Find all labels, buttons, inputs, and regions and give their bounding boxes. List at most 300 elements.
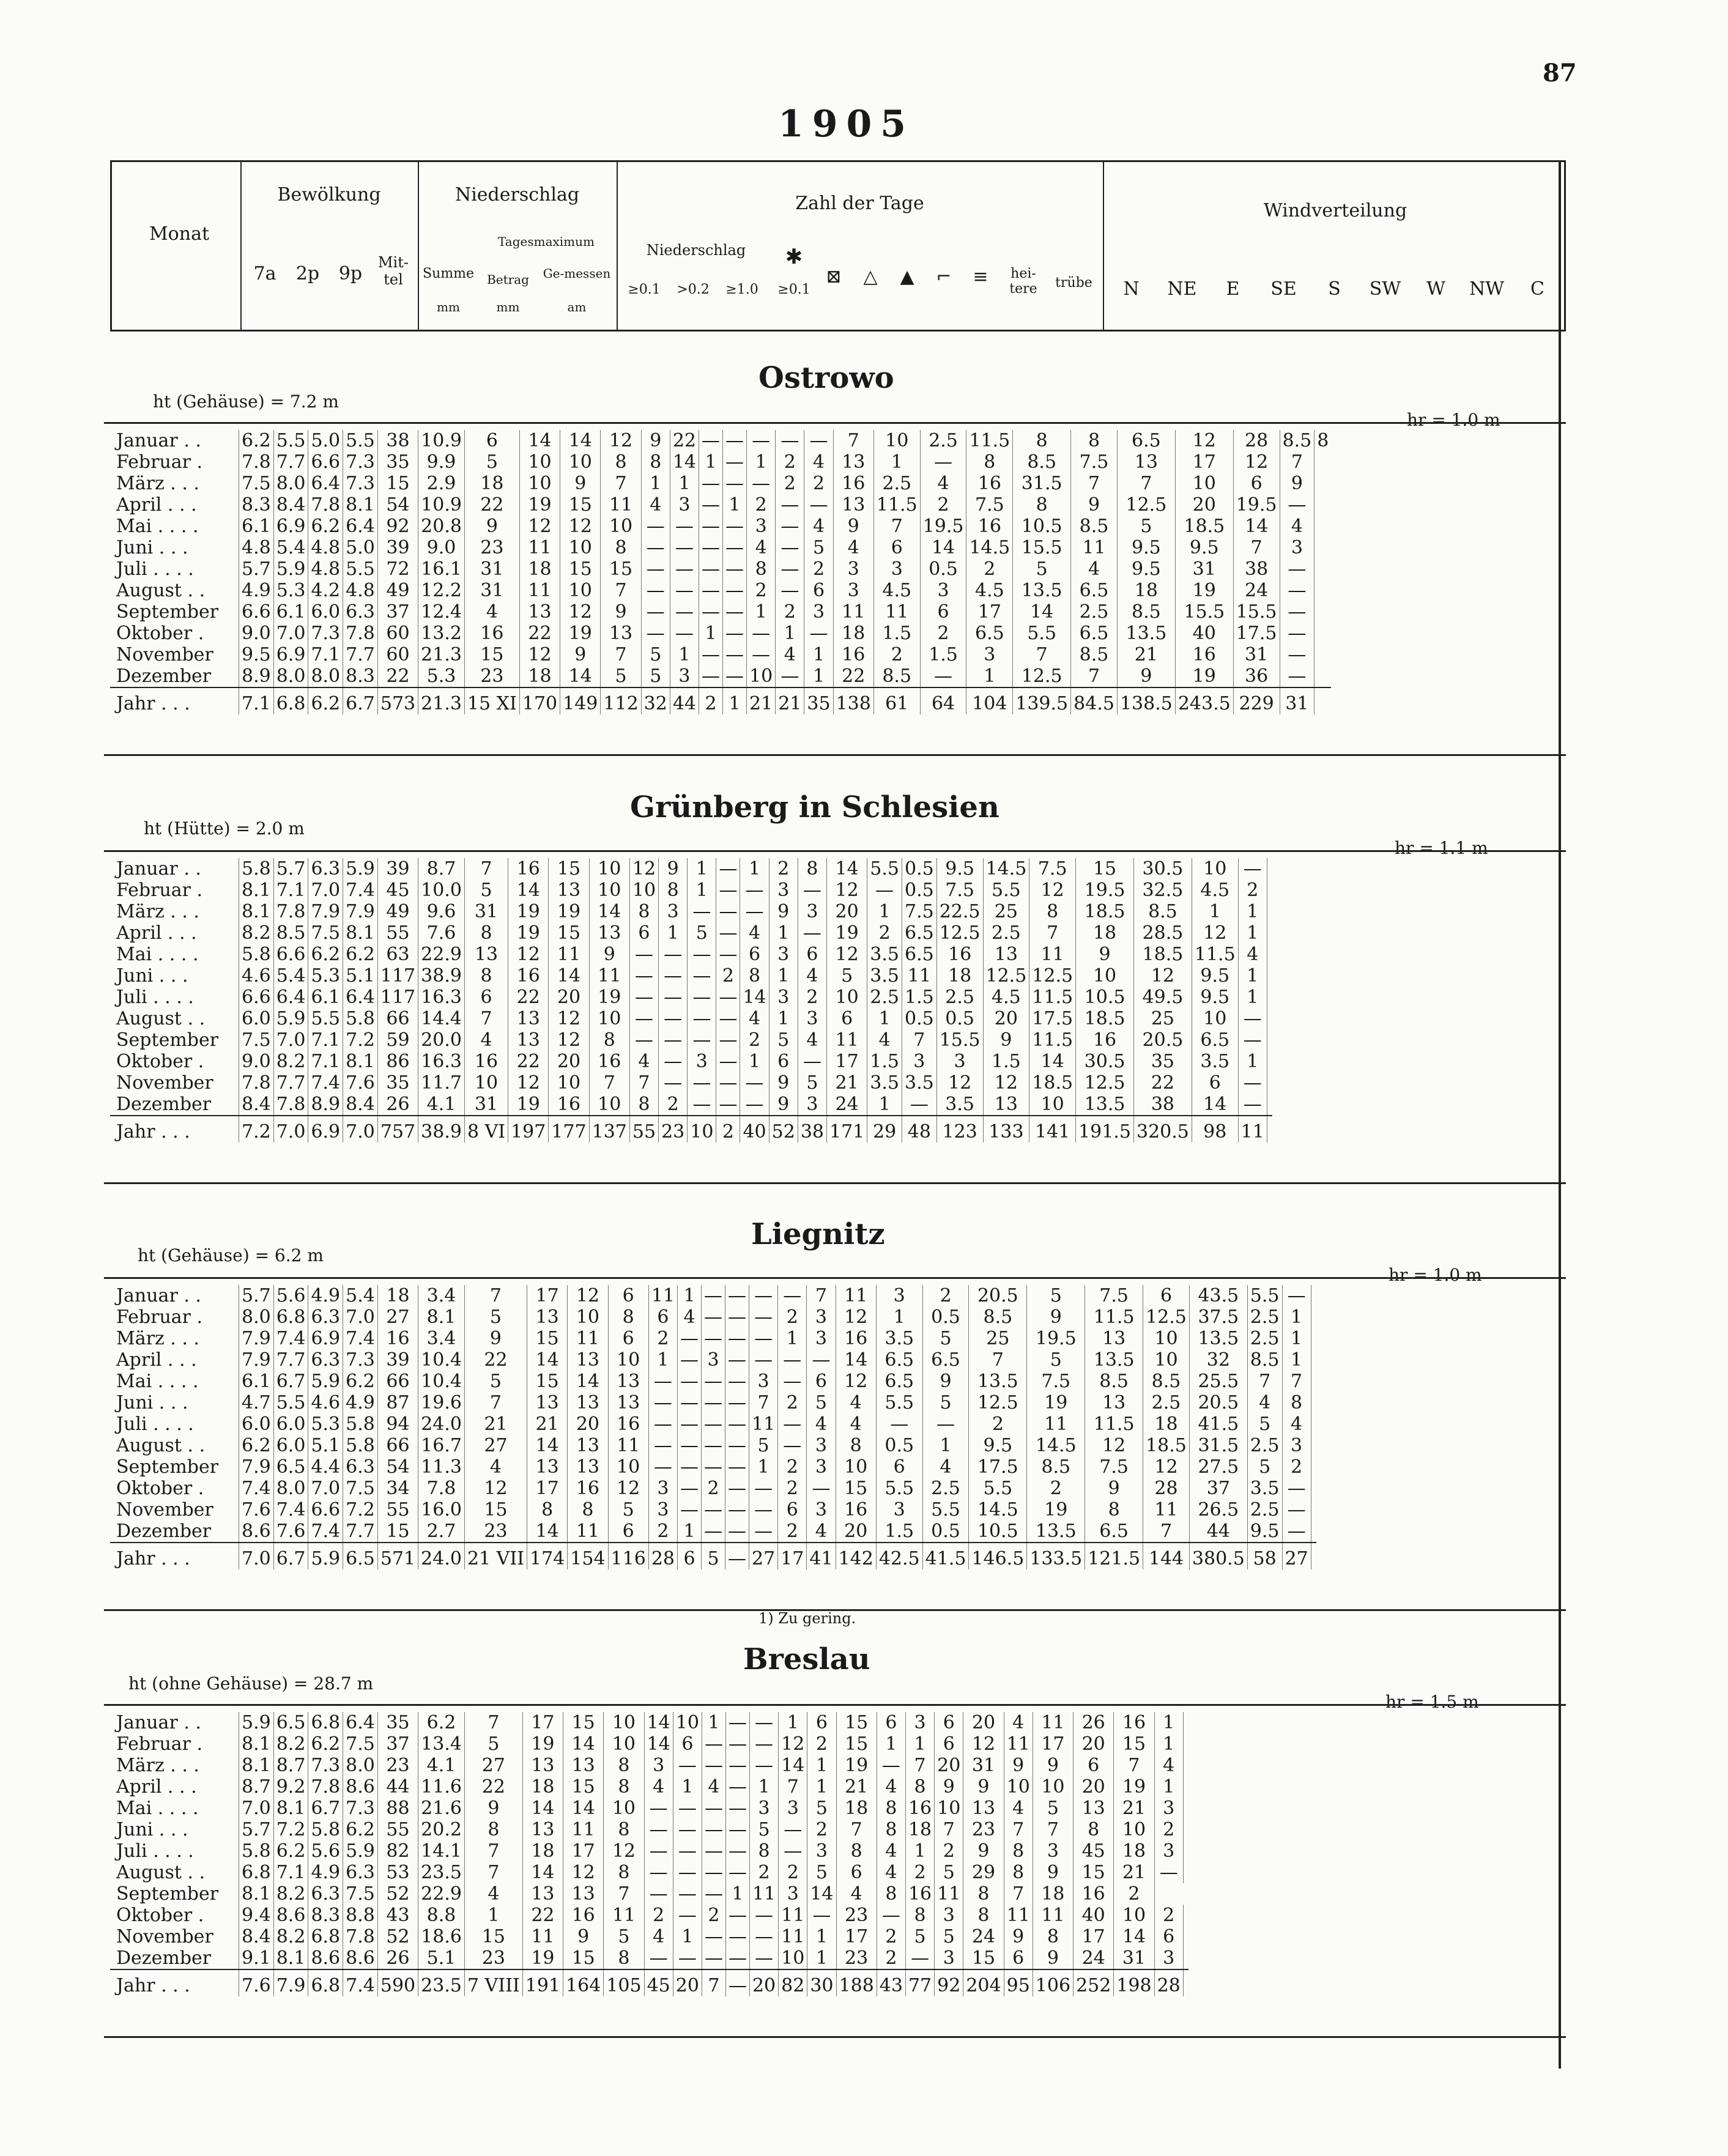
table-cell: 14: [670, 451, 699, 473]
table-cell: 6: [778, 1499, 807, 1521]
table-cell: 177: [549, 1116, 589, 1143]
table-cell: 8: [464, 965, 508, 987]
table-cell: 39: [377, 858, 418, 880]
month-label: Oktober .: [116, 1051, 204, 1072]
table-cell: 14.5: [966, 537, 1013, 558]
table-cell: —: [716, 1029, 740, 1051]
header-nd-sub: Niederschlag: [646, 242, 746, 259]
table-cell: 15.5: [1175, 601, 1233, 623]
table-cell: 55: [377, 922, 418, 944]
table-cell: 16: [1175, 644, 1233, 665]
table-cell: —: [688, 1008, 716, 1029]
header-bewoelkung: Bewölkung: [277, 184, 381, 206]
table-cell: 6.3: [343, 1456, 378, 1478]
table-cell: —: [699, 601, 723, 623]
table-cell: —: [723, 644, 747, 665]
table-cell: 7: [1071, 665, 1118, 687]
table-cell: 12: [1029, 880, 1076, 901]
table-cell: 15: [560, 494, 601, 516]
table-cell: 20: [549, 1051, 589, 1072]
table-cell: 5.8: [343, 1435, 378, 1456]
table-cell: 11: [604, 1905, 644, 1926]
table-cell: 8.6: [343, 1947, 378, 1969]
table-cell: 10: [519, 473, 560, 494]
table-cell: 7.0: [273, 623, 308, 644]
month-label: Jahr . . .: [110, 1116, 239, 1143]
table-cell: 6.1: [273, 601, 308, 623]
table-cell: 17: [1175, 451, 1233, 473]
table-cell: 3: [779, 1883, 807, 1905]
table-cell: 8.0: [308, 665, 343, 687]
station-title: Breslau: [743, 1642, 870, 1676]
table-cell: —: [673, 1819, 702, 1840]
table-cell: 7.6: [343, 1072, 378, 1094]
table-cell: 16.0: [418, 1499, 465, 1521]
table-cell: 30.5: [1133, 858, 1192, 880]
table-cell: —: [749, 1947, 778, 1969]
table-cell: 8: [747, 558, 776, 580]
table-cell: —: [747, 430, 776, 451]
table-cell: 13: [527, 1392, 568, 1413]
table-cell: 12: [827, 880, 867, 901]
table-cell: —: [699, 644, 723, 665]
table-cell: —: [629, 965, 658, 987]
table-cell: —: [725, 1543, 749, 1569]
header-wind-w: W: [1426, 278, 1445, 300]
frost-icon: △: [863, 266, 878, 287]
table-cell: 7.3: [308, 1755, 343, 1776]
table-cell: 2: [648, 1521, 677, 1543]
page-year: 1905: [778, 103, 914, 146]
table-cell: 20: [827, 901, 867, 922]
table-cell: 20: [1074, 1776, 1114, 1798]
table-cell: 8: [464, 922, 508, 944]
table-cell: 11: [519, 580, 560, 601]
table-cell: 2.5: [873, 473, 920, 494]
table-cell: 2.5: [1247, 1435, 1282, 1456]
table-cell: 6: [740, 944, 769, 965]
table-cell: 11: [1238, 1116, 1267, 1143]
table-cell: 4: [877, 1862, 905, 1883]
year-total-row: [110, 1969, 1188, 1996]
table-cell: 22: [377, 665, 418, 687]
table-cell: 7: [905, 1755, 934, 1776]
table-cell: 10: [601, 516, 641, 537]
table-cell: —: [716, 858, 740, 880]
table-cell: 5.4: [343, 1285, 378, 1306]
table-cell: 7.1: [239, 687, 274, 714]
table-cell: 7.3: [308, 623, 343, 644]
table-cell: 3: [876, 1285, 922, 1306]
table-cell: 2: [778, 1306, 807, 1328]
table-row: [110, 1306, 1316, 1328]
table-cell: 11: [902, 965, 936, 987]
table-cell: 5: [749, 1435, 778, 1456]
table-cell: 32.5: [1133, 880, 1192, 901]
table-cell: 20: [963, 1712, 1004, 1733]
table-cell: 174: [527, 1543, 568, 1569]
table-row: [110, 1285, 1316, 1306]
table-cell: 116: [608, 1543, 648, 1569]
table-cell: 13: [589, 922, 629, 944]
table-cell: 19: [560, 623, 601, 644]
table-cell: 8.0: [239, 1306, 274, 1328]
table-cell: 11: [568, 1328, 608, 1349]
table-cell: 4.9: [343, 1392, 378, 1413]
table-cell: —: [725, 1328, 749, 1349]
table-cell: 4: [644, 1776, 673, 1798]
station-ht: ht (Hütte) = 2.0 m: [144, 818, 305, 839]
table-cell: 1: [867, 1008, 902, 1029]
table-cell: —: [725, 1478, 749, 1499]
table-cell: —: [723, 473, 747, 494]
table-cell: 6: [1154, 1926, 1183, 1947]
table-cell: [1311, 1413, 1316, 1435]
table-cell: 7.2: [273, 1819, 308, 1840]
table-cell: 14.5: [1027, 1435, 1085, 1456]
table-cell: 3: [798, 901, 826, 922]
table-cell: 11.5: [966, 430, 1013, 451]
table-cell: 9.4: [239, 1905, 274, 1926]
table-cell: 6: [873, 537, 920, 558]
table-cell: —: [1280, 601, 1315, 623]
table-cell: —: [648, 1435, 677, 1456]
table-cell: 1: [769, 1008, 798, 1029]
table-cell: —: [1282, 1499, 1311, 1521]
table-cell: 20.8: [418, 516, 465, 537]
table-cell: 4: [1154, 1755, 1183, 1776]
table-cell: 4: [644, 1926, 673, 1947]
table-cell: 149: [560, 687, 601, 714]
table-cell: 3: [902, 1051, 936, 1072]
table-cell: 20: [1074, 1733, 1114, 1755]
table-cell: 8: [877, 1819, 905, 1840]
table-cell: 10: [827, 987, 867, 1008]
table-cell: 1: [877, 1733, 905, 1755]
table-cell: 49.5: [1133, 987, 1192, 1008]
table-cell: 14: [560, 665, 601, 687]
table-cell: 44: [377, 1776, 418, 1798]
table-cell: 14: [920, 537, 966, 558]
table-cell: 2: [798, 987, 826, 1008]
table-cell: —: [702, 1798, 725, 1819]
table-cell: 13: [568, 1392, 608, 1413]
table-cell: 5.8: [343, 1413, 378, 1435]
table-cell: 66: [377, 1371, 418, 1392]
table-cell: 1: [702, 1712, 725, 1733]
table-cell: 9.9: [418, 451, 465, 473]
table-cell: 1: [804, 665, 833, 687]
table-cell: 3: [807, 1840, 836, 1862]
table-cell: 7: [749, 1392, 778, 1413]
table-cell: 10: [604, 1733, 644, 1755]
table-cell: 9.0: [239, 623, 274, 644]
table-cell: 2: [922, 1285, 969, 1306]
table-cell: 20: [549, 987, 589, 1008]
table-cell: 4: [1238, 944, 1267, 965]
table-cell: —: [723, 537, 747, 558]
table-cell: 3: [1154, 1798, 1183, 1819]
table-cell: 9.5: [1192, 965, 1238, 987]
table-cell: 11: [563, 1819, 604, 1840]
table-cell: 45: [1074, 1840, 1114, 1862]
table-cell: —: [702, 1840, 725, 1862]
table-cell: [1183, 1840, 1188, 1862]
table-cell: 7.0: [273, 1116, 308, 1143]
table-cell: 8.6: [239, 1521, 274, 1543]
table-cell: —: [1280, 665, 1315, 687]
table-cell: 6.5: [876, 1349, 922, 1371]
table-cell: 15: [549, 922, 589, 944]
table-row: [110, 665, 1331, 687]
table-cell: 16: [464, 623, 519, 644]
month-label: November: [116, 1499, 213, 1521]
table-cell: 10: [1175, 473, 1233, 494]
table-cell: 1: [778, 1328, 807, 1349]
table-cell: 7: [873, 516, 920, 537]
table-cell: 6.6: [239, 987, 274, 1008]
table-cell: 13.5: [1189, 1328, 1247, 1349]
table-cell: 2: [740, 1029, 769, 1051]
table-cell: —: [725, 1349, 749, 1371]
table-cell: 8: [1071, 430, 1118, 451]
table-cell: 94: [377, 1413, 418, 1435]
table-cell: 9: [560, 644, 601, 665]
table-cell: 6: [608, 1285, 648, 1306]
table-cell: —: [723, 601, 747, 623]
table-cell: 13: [983, 944, 1029, 965]
table-cell: 29: [963, 1862, 1004, 1883]
table-cell: 31: [464, 901, 508, 922]
table-cell: 7.4: [308, 1521, 343, 1543]
table-row: [110, 944, 1272, 965]
table-cell: 15: [377, 473, 418, 494]
month-label: Januar . .: [116, 430, 201, 451]
table-cell: 9: [935, 1776, 963, 1798]
table-cell: 10: [688, 1116, 716, 1143]
table-cell: 7: [1033, 1819, 1073, 1840]
table-cell: 14: [522, 1862, 563, 1883]
table-cell: 7.0: [343, 1116, 378, 1143]
table-cell: 2: [905, 1862, 934, 1883]
table-cell: 7: [464, 1285, 527, 1306]
table-cell: 6.6: [308, 1499, 343, 1521]
table-cell: 8.5: [1071, 516, 1118, 537]
month-label: Mai . . . .: [116, 944, 199, 965]
month-label: November: [116, 1926, 213, 1947]
table-cell: 48: [902, 1116, 936, 1143]
table-cell: 4.8: [343, 580, 378, 601]
table-cell: 2: [749, 1862, 778, 1883]
table-cell: 138: [833, 687, 873, 714]
table-cell: 7.7: [273, 1072, 308, 1094]
table-cell: 5: [464, 1733, 522, 1755]
table-cell: —: [1282, 1285, 1311, 1306]
table-cell: 4: [464, 1883, 522, 1905]
table-cell: 7.4: [273, 1328, 308, 1349]
header-wind-s: S: [1328, 278, 1341, 300]
table-cell: 31.5: [1013, 473, 1071, 494]
table-cell: 44: [1189, 1521, 1247, 1543]
table-cell: 8.5: [1133, 901, 1192, 922]
table-cell: 3.5: [867, 944, 902, 965]
table-cell: 6.5: [1117, 430, 1175, 451]
table-cell: 4: [740, 1008, 769, 1029]
table-cell: 4: [464, 601, 519, 623]
table-cell: 5: [827, 965, 867, 987]
table-cell: 7.1: [308, 644, 343, 665]
table-cell: 2: [776, 473, 804, 494]
table-cell: 2: [807, 1819, 836, 1840]
table-cell: 8.2: [273, 1883, 308, 1905]
table-cell: 5: [702, 1543, 725, 1569]
table-cell: —: [725, 1733, 749, 1755]
table-cell: —: [670, 580, 699, 601]
table-cell: 88: [377, 1798, 418, 1819]
month-label: Juli . . . .: [116, 987, 194, 1008]
table-cell: 6.2: [308, 1733, 343, 1755]
table-row: [110, 623, 1331, 644]
table-cell: 4.4: [308, 1456, 343, 1478]
table-cell: 4: [807, 1413, 836, 1435]
table-cell: 18: [522, 1776, 563, 1798]
table-cell: 15: [601, 558, 641, 580]
table-cell: 19.6: [418, 1392, 465, 1413]
table-cell: 8.1: [239, 1733, 274, 1755]
table-cell: —: [725, 1862, 749, 1883]
table-cell: —: [644, 1862, 673, 1883]
table-cell: 2: [804, 558, 833, 580]
table-cell: 12: [508, 1072, 549, 1094]
table-cell: —: [723, 430, 747, 451]
table-cell: 1: [670, 473, 699, 494]
table-row: [110, 858, 1272, 880]
table-cell: 117: [377, 965, 418, 987]
table-cell: 8.5: [969, 1306, 1027, 1328]
table-cell: 9.5: [1247, 1521, 1282, 1543]
table-cell: 5.0: [308, 430, 343, 451]
table-cell: 11: [1071, 537, 1118, 558]
table-cell: 1.5: [902, 987, 936, 1008]
table-cell: 1: [740, 858, 769, 880]
header-nd-01: ≥0.1: [628, 282, 661, 297]
table-cell: 5: [601, 665, 641, 687]
table-cell: 9: [464, 1328, 527, 1349]
table-cell: 9: [641, 430, 670, 451]
month-label: März . . .: [116, 473, 199, 494]
table-cell: 5: [604, 1926, 644, 1947]
table-cell: 2.9: [418, 473, 465, 494]
table-cell: 30: [807, 1969, 836, 1996]
table-cell: [1267, 858, 1272, 880]
table-cell: 6.6: [308, 451, 343, 473]
table-cell: 13: [601, 623, 641, 644]
month-label: März . . .: [116, 1328, 199, 1349]
table-cell: 16: [836, 1328, 876, 1349]
table-cell: 1: [749, 1776, 778, 1798]
table-cell: 15: [836, 1733, 877, 1755]
table-cell: 7.5: [1085, 1456, 1143, 1478]
table-cell: 31: [464, 580, 519, 601]
table-cell: [1311, 1478, 1316, 1499]
table-cell: 13: [833, 451, 873, 473]
station-hr: hr = 1.1 m: [1395, 838, 1488, 858]
table-cell: 13: [1117, 451, 1175, 473]
table-cell: 8.3: [343, 665, 378, 687]
table-cell: 17.5: [1233, 623, 1280, 644]
table-cell: 19.5: [1076, 880, 1134, 901]
table-cell: 1: [922, 1435, 969, 1456]
header-snow-01: ≥0.1: [777, 282, 810, 297]
month-label: Januar . .: [116, 1285, 201, 1306]
table-cell: 9: [1033, 1862, 1073, 1883]
table-cell: 2: [877, 1947, 905, 1969]
table-cell: 7.3: [343, 1349, 378, 1371]
table-cell: 7.1: [308, 1051, 343, 1072]
table-cell: 757: [377, 1116, 418, 1143]
table-cell: 9.5: [1117, 558, 1175, 580]
table-cell: 11: [589, 965, 629, 987]
table-cell: 6.4: [343, 987, 378, 1008]
table-cell: —: [659, 987, 688, 1008]
table-cell: 12: [549, 1008, 589, 1029]
table-cell: 17: [778, 1543, 807, 1569]
table-cell: 18.5: [1143, 1435, 1190, 1456]
table-cell: 1.5: [983, 1051, 1029, 1072]
table-cell: 11.3: [418, 1456, 465, 1478]
table-cell: 8.2: [273, 1733, 308, 1755]
station-hr: hr = 1.0 m: [1407, 410, 1500, 430]
table-cell: —: [641, 516, 670, 537]
table-cell: 15: [1114, 1733, 1154, 1755]
table-cell: 7.1: [308, 1029, 343, 1051]
table-cell: [1183, 1755, 1188, 1776]
table-cell: 63: [377, 944, 418, 965]
table-cell: —: [629, 944, 658, 965]
table-cell: 590: [377, 1969, 418, 1996]
table-cell: 14: [807, 1883, 836, 1905]
table-cell: 2.5: [1143, 1392, 1190, 1413]
table-cell: —: [716, 1072, 740, 1094]
table-cell: —: [641, 537, 670, 558]
table-cell: 7.8: [308, 1776, 343, 1798]
table-cell: [1315, 451, 1332, 473]
table-cell: 16: [966, 516, 1013, 537]
table-cell: 1: [699, 623, 723, 644]
table-cell: —: [725, 1755, 749, 1776]
table-cell: —: [670, 601, 699, 623]
table-cell: 7: [1247, 1371, 1282, 1392]
table-cell: 27.5: [1189, 1456, 1247, 1478]
table-cell: 1: [1238, 922, 1267, 944]
table-cell: 5.7: [239, 1819, 274, 1840]
table-cell: 7: [1071, 473, 1118, 494]
table-cell: 16: [563, 1905, 604, 1926]
table-cell: 21: [527, 1413, 568, 1435]
table-cell: [1315, 601, 1332, 623]
table-cell: 11.7: [418, 1072, 465, 1094]
table-cell: 6.4: [343, 1712, 378, 1733]
month-label: Juli . . . .: [116, 1840, 194, 1862]
table-cell: —: [1280, 558, 1315, 580]
table-cell: 16: [905, 1798, 934, 1819]
table-cell: —: [723, 451, 747, 473]
table-cell: 24: [827, 1094, 867, 1116]
table-cell: 2.5: [922, 1478, 969, 1499]
month-label: Jahr . . .: [110, 687, 239, 714]
station-block: [104, 1277, 1566, 1611]
table-cell: 6.6: [239, 601, 274, 623]
